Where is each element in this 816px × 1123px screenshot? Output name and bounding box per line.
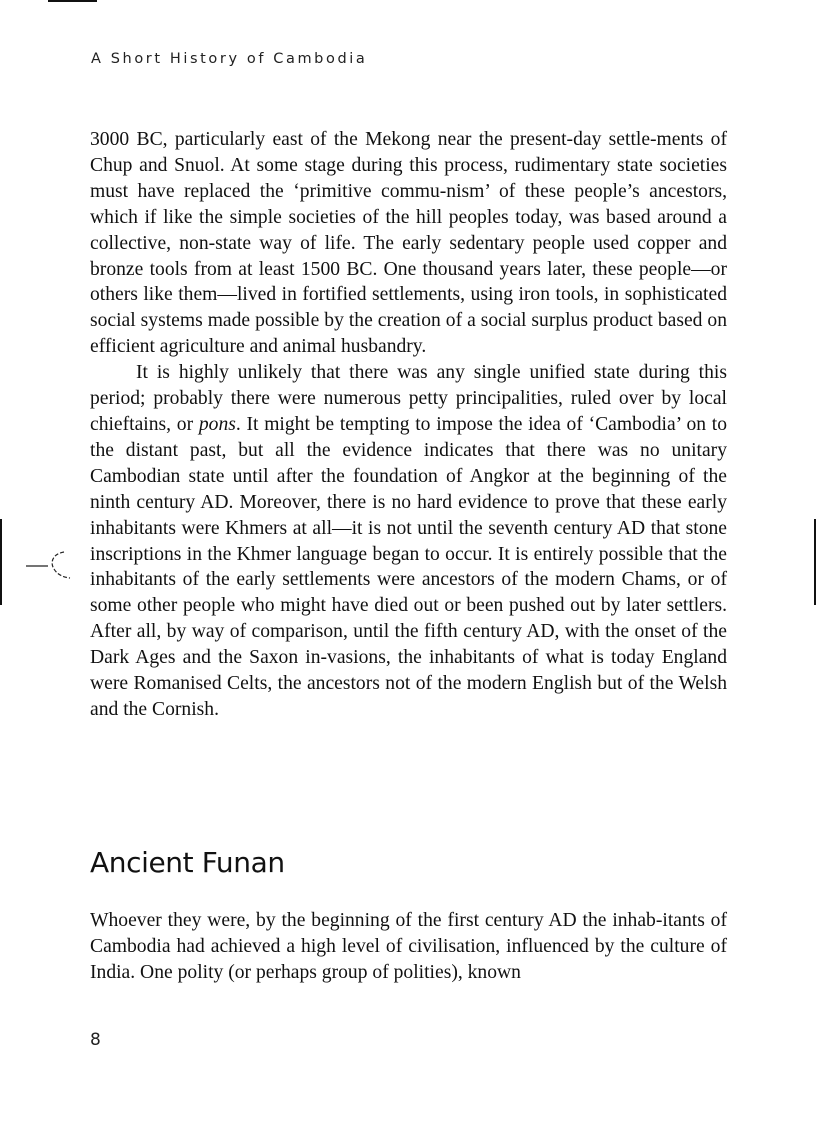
- paragraph-2-text-b: . It might be tempting to impose the idea of ‘Cambodia’ on to the distant past, but all the evidence indicates that there was no unitary Cambodian state until after the foundation of Angkor at the beginning of the ninth century AD. Moreover, there is no hard evidence to prove that these early inhabitants were Khmers at all—it is not until the seventh century AD that stone inscriptions in the Khmer language began to occur. It is entirely possible that the inhabitants of the early settlements were ancestors of the modern Chams, or of some other people who might have died out or been pushed out by later settlers. After all, by way of comparison, until the fifth century AD, with the onset of the Dark Ages and the Saxon in-vasions, the inhabitants of what is today England were Romanised Celts, the ancestors not of the modern English but of the Welsh and the Cornish.: [90, 413, 727, 720]
- section-body-text: [90, 908, 727, 986]
- section-heading: Ancient Funan: [90, 846, 285, 879]
- paragraph-1-text: 3000 BC, particularly east of the Mekong near the present-day settle-ments of Chup and Snuol. At some stage during this process, rudimentary state societies must have replaced the ‘primitive commu-nism’ of these people’s ancestors, which if like the simple societies of the hill peoples today, was based around a collective, non-state way of life. The early sedentary people used copper and bronze tools from at least 1500 BC. One thousand years later, these people—or others like them—lived in fortified settlements, using iron tools, in sophisticated social systems made possible by the creation of a social surplus product based on efficient agriculture and animal husbandry.: [90, 129, 727, 358]
- left-edge-mark: [0, 519, 2, 605]
- paragraph-3: [90, 908, 727, 986]
- page-number: 8: [90, 1030, 101, 1050]
- margin-bracket-mark: [22, 549, 82, 583]
- paragraph-1: [90, 127, 727, 360]
- paragraph-2: [90, 360, 727, 723]
- italic-term: pons: [198, 413, 236, 435]
- paragraph-3-text: Whoever they were, by the beginning of the first century AD the inhab-itants of Cambodia had achieved a high level of civilisation, influenced by the culture of India. One polity (or perhaps group of polities), known: [90, 910, 727, 983]
- paragraph-2-text-a: It is highly unlikely that there was any single unified state during this period; probably there were numerous petty principalities, ruled over by local chieftains, or: [90, 362, 727, 435]
- top-crop-mark: [48, 0, 97, 2]
- running-header: A Short History of Cambodia: [91, 51, 368, 67]
- body-text: [90, 127, 727, 723]
